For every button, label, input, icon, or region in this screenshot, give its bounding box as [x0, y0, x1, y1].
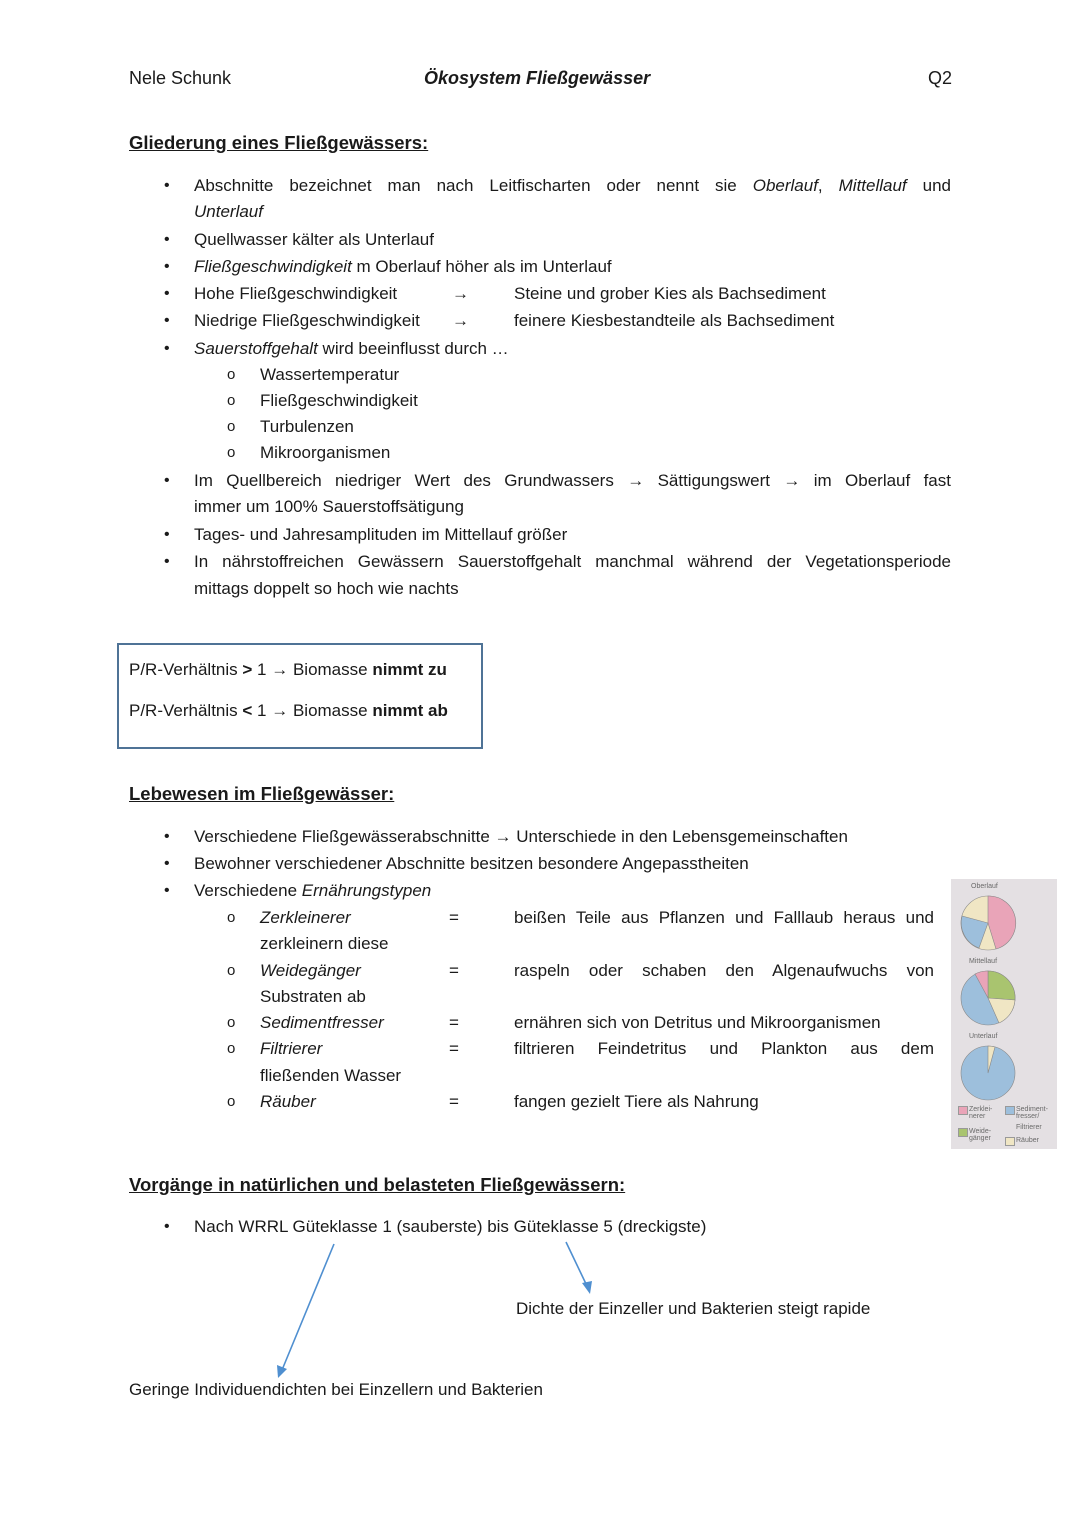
- type-name: o Filtrierer: [260, 1036, 322, 1062]
- bullet-abschnitte-lebewesen: • Verschiedene Fließgewässerabschnitte → Unterschiede in den Lebensgemeinschaften: [194, 824, 848, 850]
- type-desc: beißen Teile aus Pflanzen und Falllaub heraus und: [514, 908, 934, 927]
- arrow-line-left: [282, 1244, 334, 1370]
- bullet-ernaehrungstypen: • Verschiedene Ernährungstypen: [194, 878, 431, 904]
- type-name: o Räuber: [260, 1089, 316, 1115]
- bullet-naehrstoff-cont: mittags doppelt so hoch wie nachts: [194, 579, 459, 598]
- sub-item: o Fließgeschwindigkeit: [260, 388, 418, 414]
- bullet-bewohner: • Bewohner verschiedener Abschnitte besitzen besondere Angepasstheiten: [194, 851, 749, 877]
- course: Q2: [928, 68, 953, 88]
- equals-sign: =: [449, 908, 459, 927]
- sub-item: o Wassertemperatur: [260, 362, 399, 388]
- type-desc: filtrieren Feindetritus und Plankton aus dem: [514, 1039, 934, 1058]
- bullet-naehrstoff: • In nährstoffreichen Gewässern Sauerstoffgehalt manchmal während der Vegetationsperiode: [194, 549, 951, 575]
- sub-item: o Turbulenzen: [260, 414, 354, 440]
- pr-ratio-greater: P/R-Verhältnis > 1 → Biomasse nimmt zu: [129, 660, 447, 679]
- type-desc: fangen gezielt Tiere als Nahrung: [514, 1092, 759, 1111]
- type-desc-cont: fließenden Wasser: [260, 1066, 402, 1085]
- equals-sign: =: [449, 1013, 459, 1032]
- bullet-amplituden: • Tages- und Jahresamplituden im Mittellauf größer: [194, 522, 567, 548]
- type-desc: raspeln oder schaben den Algenaufwuchs von: [514, 961, 934, 980]
- bullet-quellbereich-cont: immer um 100% Sauerstoffsätigung: [194, 497, 464, 516]
- bullet-fliessgeschwindigkeit: • Fließgeschwindigkeit m Oberlauf höher als im Unterlauf: [194, 254, 612, 280]
- bullet-wrrl: • Nach WRRL Güteklasse 1 (sauberste) bis Güteklasse 5 (dreckigste): [194, 1214, 706, 1240]
- sub-item: o Mikroorganismen: [260, 440, 390, 466]
- bullet-quellbereich: • Im Quellbereich niedriger Wert des Grundwassers → Sättigungswert → im Oberlauf fast: [194, 468, 951, 494]
- heading-gliederung: Gliederung eines Fließgewässers:: [129, 132, 429, 153]
- bullet-niedrige: • Niedrige Fließgeschwindigkeit: [194, 308, 420, 334]
- arrow-icon: →: [452, 284, 469, 303]
- heading-lebewesen: Lebewesen im Fließgewässer:: [129, 783, 395, 804]
- heading-vorgaenge: Vorgänge in natürlichen und belasteten Fließgewässern:: [129, 1174, 626, 1195]
- note-dichte: Dichte der Einzeller und Bakterien steigt rapide: [516, 1299, 871, 1318]
- type-desc: ernähren sich von Detritus und Mikroorganismen: [514, 1013, 881, 1032]
- equals-sign: =: [449, 1092, 459, 1111]
- legend-label: Räuber: [1016, 1137, 1039, 1144]
- legend-label: Sediment-fresser/: [1016, 1106, 1048, 1120]
- bullet-sauerstoff: • Sauerstoffgehalt wird beeinflusst durch …: [194, 336, 509, 362]
- legend-label: Filtrierer: [1016, 1124, 1042, 1131]
- type-name: o Zerkleinerer: [260, 905, 351, 931]
- figure-label: Oberlauf: [971, 883, 998, 890]
- arrow-line-right: [566, 1242, 587, 1286]
- type-desc-cont: Substraten ab: [260, 987, 366, 1006]
- legend-label: Weide-gänger: [969, 1128, 992, 1142]
- figure-label: Unterlauf: [969, 1033, 998, 1040]
- page-title: Ökosystem Fließgewässer: [424, 68, 651, 88]
- arrowhead-right: [582, 1281, 592, 1294]
- note-gering: Geringe Individuendichten bei Einzellern und Bakterien: [129, 1380, 543, 1399]
- arrow-icon: →: [452, 311, 469, 330]
- equals-sign: =: [449, 1039, 459, 1058]
- type-name: o Sedimentfresser: [260, 1010, 384, 1036]
- bullet-abschnitte-cont: Unterlauf: [194, 202, 263, 221]
- bullet-quellwasser: • Quellwasser kälter als Unterlauf: [194, 227, 434, 253]
- bullet-abschnitte: • Abschnitte bezeichnet man nach Leitfischarten oder nennt sie Oberlauf, Mittellauf und: [194, 173, 951, 199]
- hohe-result: Steine und grober Kies als Bachsediment: [514, 284, 826, 303]
- figure-label: Mittellauf: [969, 958, 998, 965]
- legend-label: Zerklei-nerer: [969, 1106, 993, 1120]
- niedrige-result: feinere Kiesbestandteile als Bachsediment: [514, 311, 835, 330]
- equals-sign: =: [449, 961, 459, 980]
- type-desc-cont: zerkleinern diese: [260, 934, 389, 953]
- author: Nele Schunk: [129, 68, 232, 88]
- type-name: o Weidegänger: [260, 958, 361, 984]
- pr-ratio-less: P/R-Verhältnis < 1 → Biomasse nimmt ab: [129, 701, 448, 720]
- bullet-hohe: • Hohe Fließgeschwindigkeit: [194, 281, 397, 307]
